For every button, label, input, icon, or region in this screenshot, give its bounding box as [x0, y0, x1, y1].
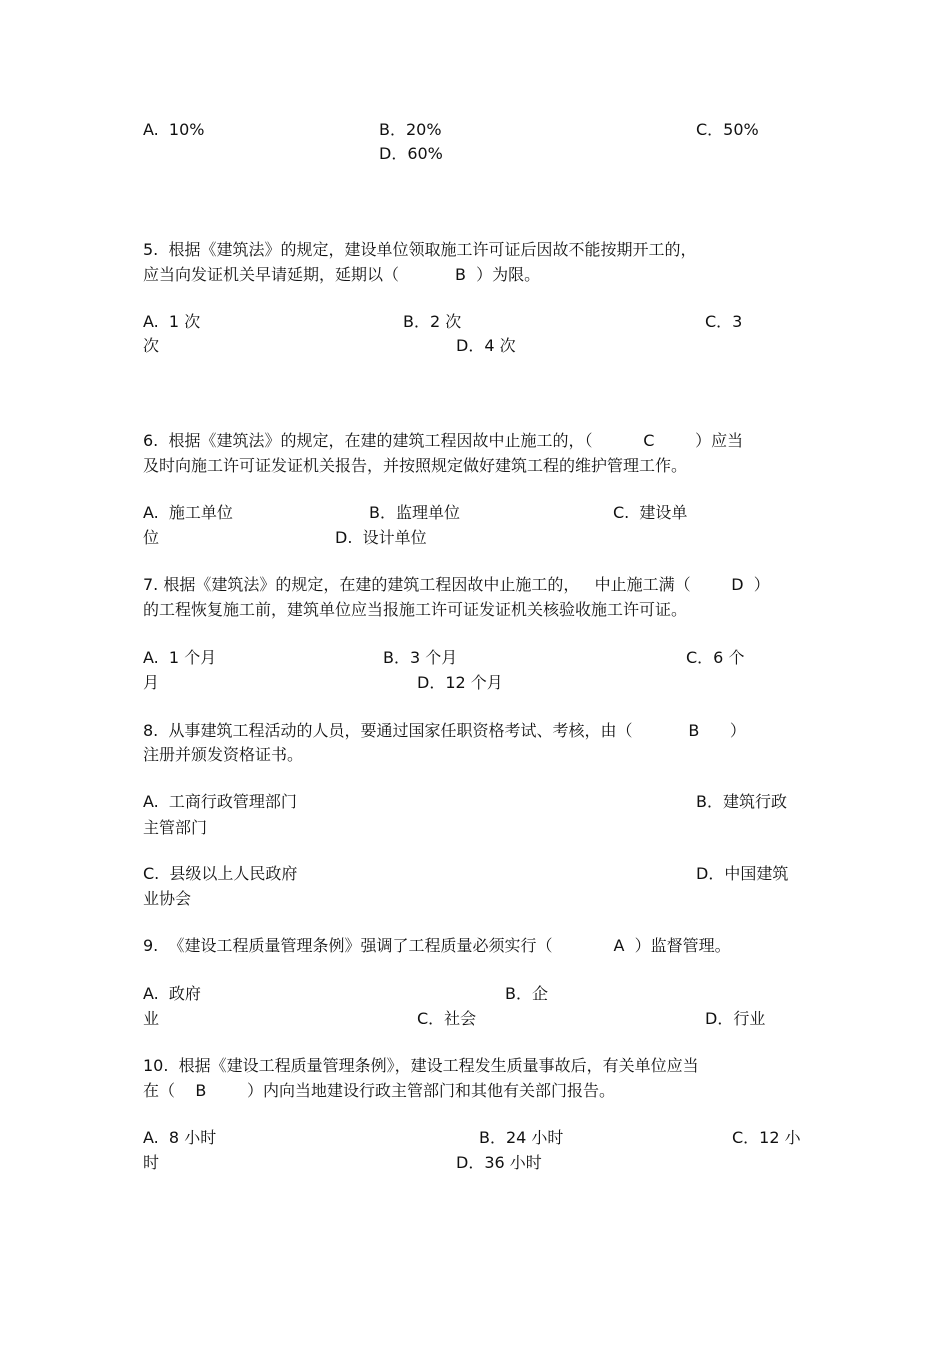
q5-option-b: B．2 次	[403, 312, 462, 331]
q10-text-line2: 在（ B ）内向当地建设行政主管部门和其他有关部门报告。	[143, 1081, 616, 1100]
q10-option-c: C．12 小	[732, 1128, 801, 1147]
q5-option-c-wrap: 次	[143, 336, 160, 355]
q8-option-b: B．建筑行政	[696, 792, 787, 811]
q6-text-line2: 及时向施工许可证发证机关报告，并按照规定做好建筑工程的维护管理工作。	[143, 456, 688, 475]
q8-option-b-wrap: 主管部门	[143, 818, 208, 837]
q5-text-line1: 5. 根据《建筑法》的规定，建设单位领取施工许可证后因故不能按期开工的，	[143, 240, 697, 259]
q9-option-b: B．企	[505, 984, 548, 1003]
q9-option-c: C．社会	[417, 1009, 477, 1028]
q10-text-line1: 10. 根据《建设工程质量管理条例》，建设工程发生质量事故后，有关单位应当	[143, 1056, 699, 1075]
q10-option-a: A. 8 小时	[143, 1128, 217, 1147]
q6-option-d: D. 设计单位	[335, 528, 427, 547]
q9-option-a: A. 政府	[143, 984, 201, 1003]
q10-option-b: B．24 小时	[479, 1128, 564, 1147]
q4-option-c: C．50%	[696, 120, 759, 139]
q5-option-a: A. 1 次	[143, 312, 201, 331]
q6-option-c: C. 建设单	[613, 503, 688, 522]
q8-text-line2: 注册并颁发资格证书。	[143, 745, 304, 764]
q8-option-d: D．中国建筑	[696, 864, 789, 883]
q9-option-d: D．行业	[705, 1009, 766, 1028]
q5-option-c: C．3	[705, 312, 743, 331]
q5-text-line2: 应当向发证机关早请延期，延期以（ B ）为限。	[143, 265, 541, 284]
q7-text-line2: 的工程恢复施工前，建筑单位应当报施工许可证发证机关核验收施工许可证。	[143, 600, 688, 619]
q7-option-b: B．3 个月	[383, 648, 458, 667]
q4-option-a: A. 10%	[143, 120, 205, 139]
q7-text-line1: 7. 根据《建筑法》的规定，在建的建筑工程因故中止施工的， 中止施工满（ D ）	[143, 575, 770, 594]
q9-option-b-wrap: 业	[143, 1009, 160, 1028]
q7-option-a: A. 1 个月	[143, 648, 217, 667]
q8-option-c: C. 县级以上人民政府	[143, 864, 298, 883]
q5-option-d: D．4 次	[456, 336, 516, 355]
q10-option-d: D．36 小时	[456, 1153, 542, 1172]
q4-option-b: B．20%	[379, 120, 442, 139]
q6-text-line1: 6. 根据《建筑法》的规定，在建的建筑工程因故中止施工的，（ C ）应当	[143, 431, 744, 450]
q8-text-line1: 8. 从事建筑工程活动的人员，要通过国家任职资格考试、考核，由（ B ）	[143, 721, 746, 740]
q7-option-c: C．6 个	[686, 648, 745, 667]
q7-option-d: D．12 个月	[417, 673, 503, 692]
q7-option-c-wrap: 月	[143, 673, 160, 692]
q6-option-a: A. 施工单位	[143, 503, 233, 522]
q9-text-line1: 9. 《建设工程质量管理条例》强调了工程质量必须实行（ A ）监督管理。	[143, 936, 731, 955]
q10-option-c-wrap: 时	[143, 1153, 160, 1172]
q8-option-a: A. 工商行政管理部门	[143, 792, 297, 811]
q6-option-c-wrap: 位	[143, 528, 160, 547]
q6-option-b: B．监理单位	[369, 503, 460, 522]
q4-option-d: D．60%	[379, 144, 443, 163]
q8-option-d-wrap: 业协会	[143, 889, 192, 908]
